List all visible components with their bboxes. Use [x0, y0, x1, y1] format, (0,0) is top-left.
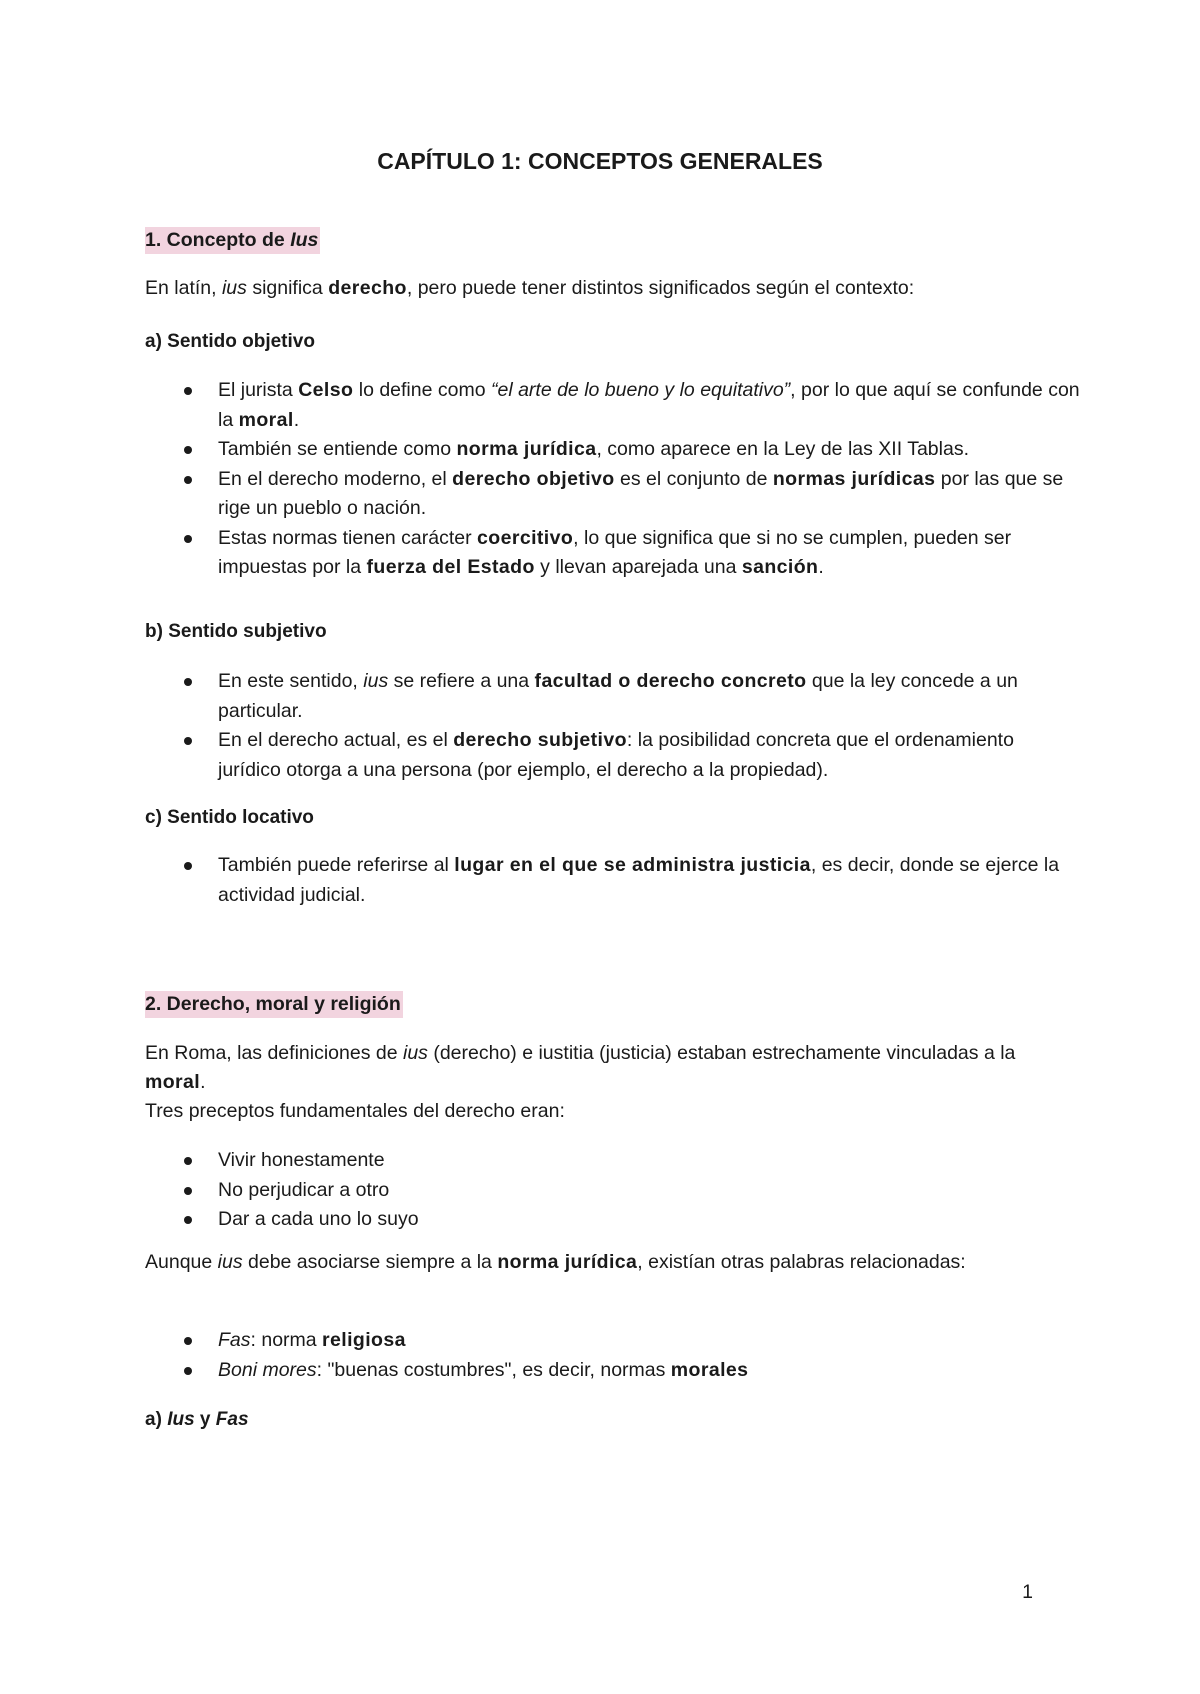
subheading-locative: c) Sentido locativo: [145, 807, 314, 828]
bullet-icon: [184, 678, 192, 686]
list-item: Fas: norma religiosa: [145, 1326, 1080, 1356]
related-words-list: [145, 1326, 1080, 1385]
list-item: En el derecho actual, es el derecho subjetivo: la posibilidad concreta que el ordenamiento jurídico otorga a una persona (por ejemplo, el derecho a la propiedad).: [145, 726, 1080, 785]
list-item: El jurista Celso lo define como “el arte de lo bueno y lo equitativo”, por lo que aquí se confunde con la moral.: [145, 376, 1080, 435]
list-item: También puede referirse al lugar en el que se administra justicia, es decir, donde se ejerce la actividad judicial.: [145, 851, 1080, 910]
list-item: También se entiende como norma jurídica, como aparece en la Ley de las XII Tablas.: [145, 435, 1080, 465]
subheading-objective: a) Sentido objetivo: [145, 331, 315, 352]
section-1-intro: En latín, ius significa derecho, pero puede tener distintos significados según el contexto:: [145, 277, 915, 299]
list-item: Vivir honestamente: [145, 1146, 1080, 1176]
subheading-subjective: b) Sentido subjetivo: [145, 621, 327, 642]
subheading-ius-fas: a) Ius y Fas: [145, 1409, 249, 1430]
bullet-icon: [184, 476, 192, 484]
bullet-icon: [184, 446, 192, 454]
bullet-icon: [184, 1157, 192, 1165]
section-2-paragraph-3: Aunque ius debe asociarse siempre a la norma jurídica, existían otras palabras relacionadas:: [145, 1251, 966, 1273]
list-item: En este sentido, ius se refiere a una facultad o derecho concreto que la ley concede a un particular.: [145, 667, 1080, 726]
bullet-icon: [184, 535, 192, 543]
section-1-heading: 1. Concepto de Ius: [145, 226, 1065, 255]
bullet-icon: [184, 1216, 192, 1224]
section-2-paragraph-2: Tres preceptos fundamentales del derecho eran:: [145, 1100, 565, 1122]
subjective-list: [145, 667, 1080, 785]
bullet-icon: [184, 1187, 192, 1195]
precepts-list: [145, 1146, 1080, 1235]
page-number: 1: [1022, 1581, 1033, 1603]
section-2-paragraph-1: En Roma, las definiciones de ius (derecho) e iustitia (justicia) estaban estrechamente vinculadas a la moral.: [145, 1042, 1016, 1093]
bullet-icon: [184, 1337, 192, 1345]
bullet-icon: [184, 737, 192, 745]
locative-list: [145, 851, 1080, 910]
list-item: Boni mores: "buenas costumbres", es decir, normas morales: [145, 1356, 1080, 1386]
objective-list: [145, 376, 1080, 583]
list-item: En el derecho moderno, el derecho objetivo es el conjunto de normas jurídicas por las que se rige un pueblo o nación.: [145, 465, 1080, 524]
list-item: Estas normas tienen carácter coercitivo, lo que significa que si no se cumplen, pueden ser impuestas por la fuerza del Estado y llevan aparejada una sanción.: [145, 524, 1080, 583]
chapter-title: CAPÍTULO 1: CONCEPTOS GENERALES: [377, 148, 823, 174]
list-item: Dar a cada uno lo suyo: [145, 1205, 1080, 1235]
list-item: No perjudicar a otro: [145, 1176, 1080, 1206]
bullet-icon: [184, 862, 192, 870]
section-2-heading: 2. Derecho, moral y religión: [145, 990, 1065, 1019]
bullet-icon: [184, 1367, 192, 1375]
bullet-icon: [184, 387, 192, 395]
